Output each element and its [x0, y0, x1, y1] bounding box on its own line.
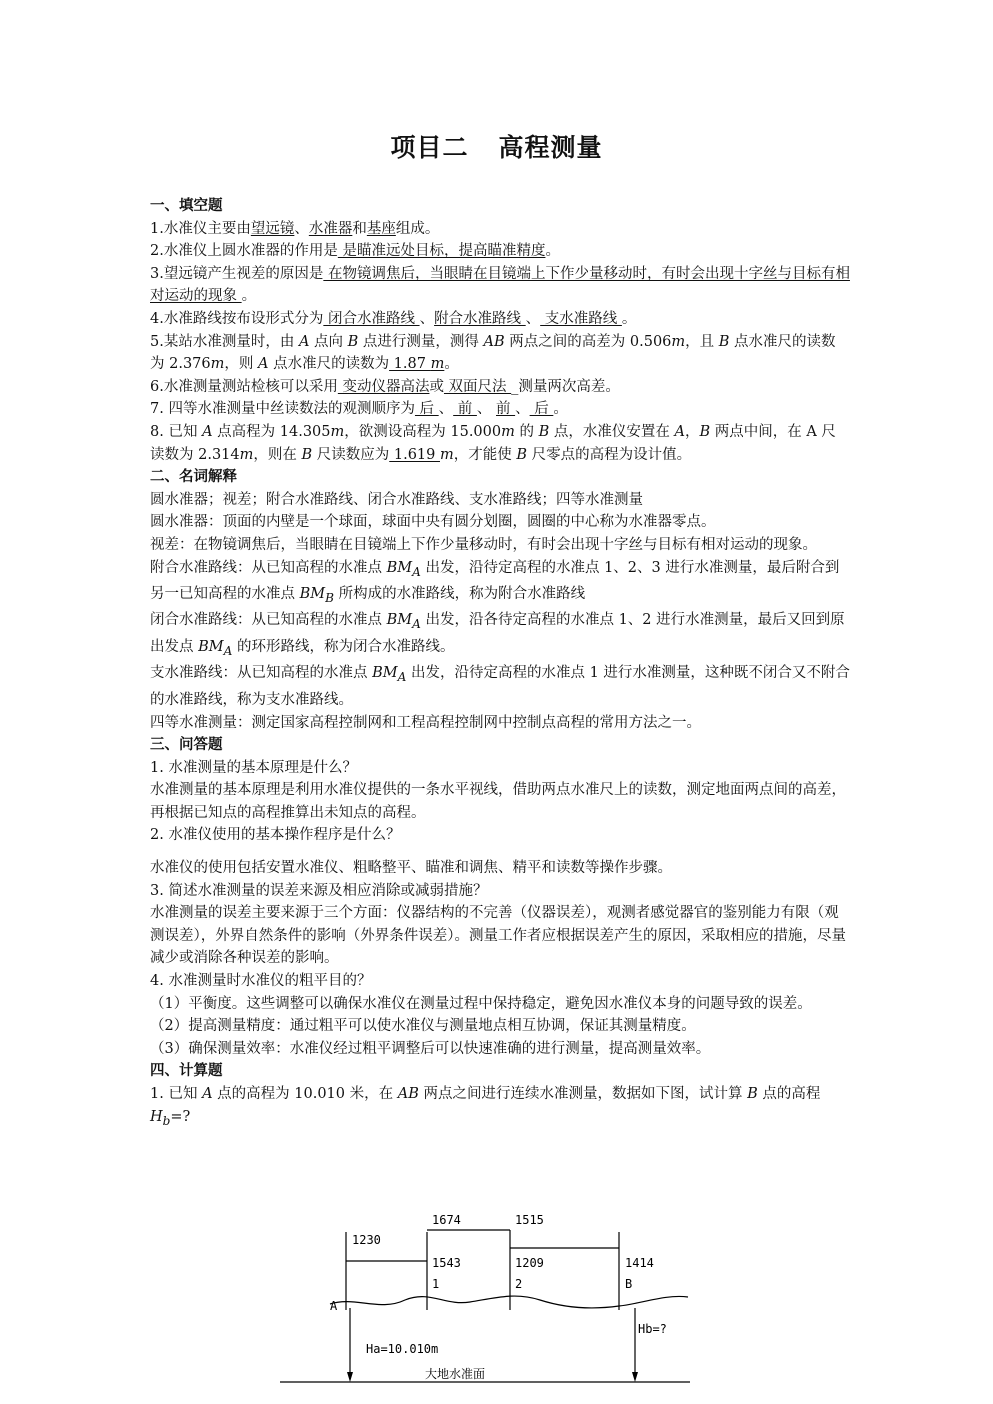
fill-q1: 1.水准仪主要由望远镜、水准器和基座组成。	[150, 220, 440, 237]
point-a-label: A	[330, 1299, 338, 1313]
hb-arrowhead	[632, 1372, 638, 1382]
page-title	[0, 128, 993, 164]
section-heading: 二、名词解释	[150, 469, 237, 486]
term-list: 圆水准器；视差；附合水准路线、闭合水准路线、支水准路线；四等水准测量	[150, 491, 643, 508]
question: 3. 简述水准测量的误差来源及相应消除或减弱措施？	[150, 882, 488, 899]
fill-q6: 6.水准测量测站检核可以采用 变动仪器高法或 双面尺法 _测量两次高差。	[150, 378, 620, 395]
leveling-diagram	[270, 1200, 700, 1400]
fill-q4: 4.水准路线按布设形式分为 闭合水准路线 、附合水准路线 、 支水准路线 。	[150, 310, 637, 327]
answer: 水准测量的基本原理是利用水准仪提供的一条水平视线，借助两点水准尺上的读数，测定地面两点间的高差，再根据已知点的高程推算出未知点的高程。	[150, 782, 846, 821]
question: 2. 水准仪使用的基本操作程序是什么？	[150, 827, 401, 844]
section-heading: 四、计算题	[150, 1063, 223, 1080]
definition: 支水准路线：从已知高程的水准点 $BM_A$ 出发，沿待定高程的水准点 1 进行水准测量，这种既不闭合又不附合的水准路线，称为支水准路线。	[150, 665, 850, 708]
ground-line	[330, 1296, 688, 1308]
datum-label: 大地水准面	[425, 1367, 486, 1381]
definition: 附合水准路线：从已知高程的水准点 $BM_A$ 出发，沿待定高程的水准点 1、2、3 进行水准测量，最后附合到另一已知高程的水准点 $BM_B$ 所构成的水准路线，称为附合水准路线	[150, 559, 840, 605]
answer: 水准测量的误差主要来源于三个方面：仪器结构的不完善（仪器误差），观测者感觉器官的鉴别能力有限（观测误差），外界自然条件的影响（外界条件误差）。测量工作者应根据误差产生的原因，采取相应的措施，尽量减少或消除各种误差的影响。	[150, 905, 846, 967]
fill-q8: 8. 已知 A 点高程为 14.305m，欲测设高程为 15.000m 的 B 点，水准仪安置在 A，B 两点中间，在 A 尺读数为 2.314m，则在 B 尺读数应为 1.619 m，才能使 B 尺零点的高程为设计值。	[150, 423, 836, 463]
definition: 闭合水准路线：从已知高程的水准点 $BM_A$ 出发，沿各待定高程的水准点 1、2 进行水准测量，最后又回到原出发点 $BM_A$ 的环形路线，称为闭合水准路线。	[150, 612, 845, 658]
reading-1-back: 1674	[432, 1213, 461, 1227]
ha-arrowhead	[347, 1372, 353, 1382]
reading-2-back: 1515	[515, 1213, 544, 1227]
content	[150, 195, 850, 1132]
section-heading: 三、问答题	[150, 737, 223, 754]
point-1-label: 1	[432, 1277, 440, 1291]
title-part1: 项目二	[390, 133, 469, 162]
point-b-label: B	[625, 1277, 633, 1291]
fill-q7: 7. 四等水准测量中丝读数法的观测顺序为 后 、 前 、 前 、 后 。	[150, 401, 568, 418]
reading-b-fore: 1414	[625, 1256, 654, 1270]
ha-label: Ha=10.010m	[366, 1342, 439, 1356]
reading-1-fore: 1543	[432, 1256, 461, 1270]
fill-q3: 3.望远镜产生视差的原因是 在物镜调焦后，当眼睛在目镜端上下作少量移动时，有时会出现十字丝与目标有相对运动的现象 。	[150, 265, 850, 305]
hb-label: Hb=?	[638, 1322, 667, 1336]
question: 4. 水准测量时水准仪的粗平目的？	[150, 973, 372, 990]
point-2-label: 2	[515, 1277, 523, 1291]
answer: （2）提高测量精度：通过粗平可以使水准仪与测量地点相互协调，保证其测量精度。	[150, 1018, 696, 1035]
definition: 圆水准器：顶面的内壁是一个球面，球面中央有圆分划圈，圆圈的中心称为水准器零点。	[150, 514, 716, 531]
reading-a-back: 1230	[352, 1233, 381, 1247]
fill-q2: 2.水准仪上圆水准器的作用是 是瞄准远处目标，提高瞄准精度。	[150, 243, 560, 260]
reading-2-fore: 1209	[515, 1256, 544, 1270]
title-part2: 高程测量	[498, 133, 603, 162]
calc-question: 1. 已知 A 点的高程为 10.010 米，在 AB 两点之间进行连续水准测量，数据如下图，试计算 B 点的高程 $H_b=$?	[150, 1086, 821, 1128]
answer: 水准仪的使用包括安置水准仪、粗略整平、瞄准和调焦、精平和读数等操作步骤。	[150, 860, 672, 877]
fill-q5: 5.某站水准测量时，由 A 点向 B 点进行测量，测得 AB 两点之间的高差为 0.506m，且 B 点水准尺的读数为 2.376m，则 A 点水准尺的读数为 1.87 m。	[150, 333, 836, 373]
definition: 四等水准测量：测定国家高程控制网和工程高程控制网中控制点高程的常用方法之一。	[150, 714, 701, 731]
definition: 视差：在物镜调焦后，当眼睛在目镜端上下作少量移动时，有时会出现十字丝与目标有相对运动的现象。	[150, 536, 817, 553]
section-heading: 一、填空题	[150, 198, 223, 214]
answer: （3）确保测量效率：水准仪经过粗平调整后可以快速准确的进行测量，提高测量效率。	[150, 1040, 711, 1057]
answer: （1）平衡度。这些调整可以确保水准仪在测量过程中保持稳定，避免因水准仪本身的问题导致的误差。	[150, 995, 812, 1012]
question: 1. 水准测量的基本原理是什么？	[150, 759, 357, 776]
